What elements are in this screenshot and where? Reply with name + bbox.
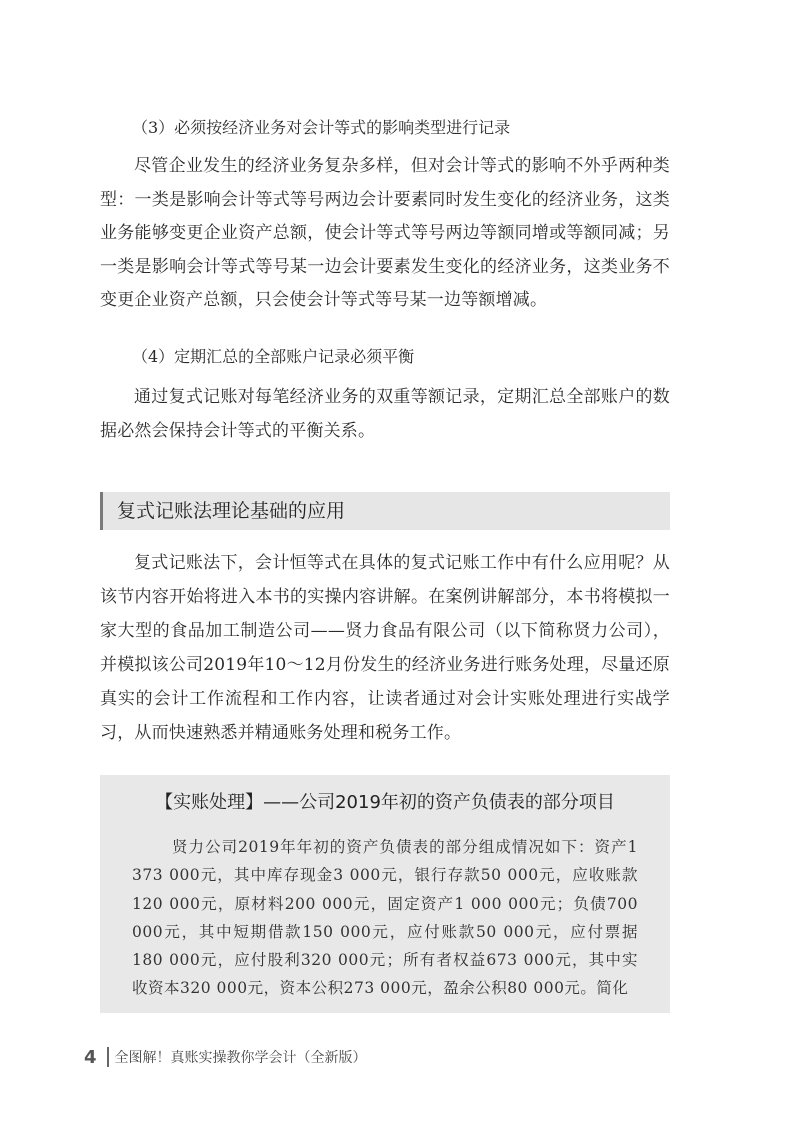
section-title: 复式记账法理论基础的应用 bbox=[117, 500, 346, 522]
footer-divider bbox=[107, 1047, 109, 1067]
book-title: 全图解！真账实操教你学会计（全新版） bbox=[114, 1050, 367, 1066]
case-study-box bbox=[100, 775, 670, 1013]
case-study-title: 【实账处理】——公司2019年初的资产负债表的部分项目 bbox=[155, 792, 615, 813]
subheading-3: （3）必须按经济业务对会计等式的影响类型进行记录 bbox=[132, 118, 511, 137]
paragraph-2: 通过复式记账对每笔经济业务的双重等额记录，定期汇总全部账户的数据必然会保持会计等式的平衡关系。 bbox=[100, 387, 670, 441]
page-number: 4 bbox=[84, 1046, 97, 1068]
subheading-4: （4）定期汇总的全部账户记录必须平衡 bbox=[132, 347, 415, 366]
section-heading-bar bbox=[100, 492, 670, 530]
case-study-text: 贤力公司2019年年初的资产负债表的部分组成情况如下：资产1 373 000元，其中库存现金3 000元，银行存款50 000元，应收账款120 000元，原材料200 000元，固定资产1 000 000元；负债700 000元，其中短期借款150 000元，应付账款50 000元，应付票据180 000元，应付股利320 000元；所有者权益673 000元，其中实收资本320 000元，资本公积273 000元，盈余公积80 000元。简化 bbox=[132, 838, 638, 998]
page-footer bbox=[84, 1046, 367, 1068]
paragraph-1: 尽管企业发生的经济业务复杂多样，但对会计等式的影响不外乎两种类型：一类是影响会计等式等号两边会计要素同时发生变化的经济业务，这类业务能够变更企业资产总额，使会计等式等号两边等额同增或等额同减；另一类是影响会计等式等号某一边会计要素发生变化的经济业务，这类业务不变更企业资产总额，只会使会计等式等号某一边等额增减。 bbox=[100, 156, 670, 310]
paragraph-3: 复式记账法下，会计恒等式在具体的复式记账工作中有什么应用呢？从该节内容开始将进入本书的实操内容讲解。在案例讲解部分，本书将模拟一家大型的食品加工制造公司——贤力食品有限公司（以下简称贤力公司），并模拟该公司2019年10～12月份发生的经济业务进行账务处理，尽量还原真实的会计工作流程和工作内容，让读者通过对会计实账处理进行实战学习，从而快速熟悉并精通账务处理和税务工作。 bbox=[100, 553, 670, 743]
